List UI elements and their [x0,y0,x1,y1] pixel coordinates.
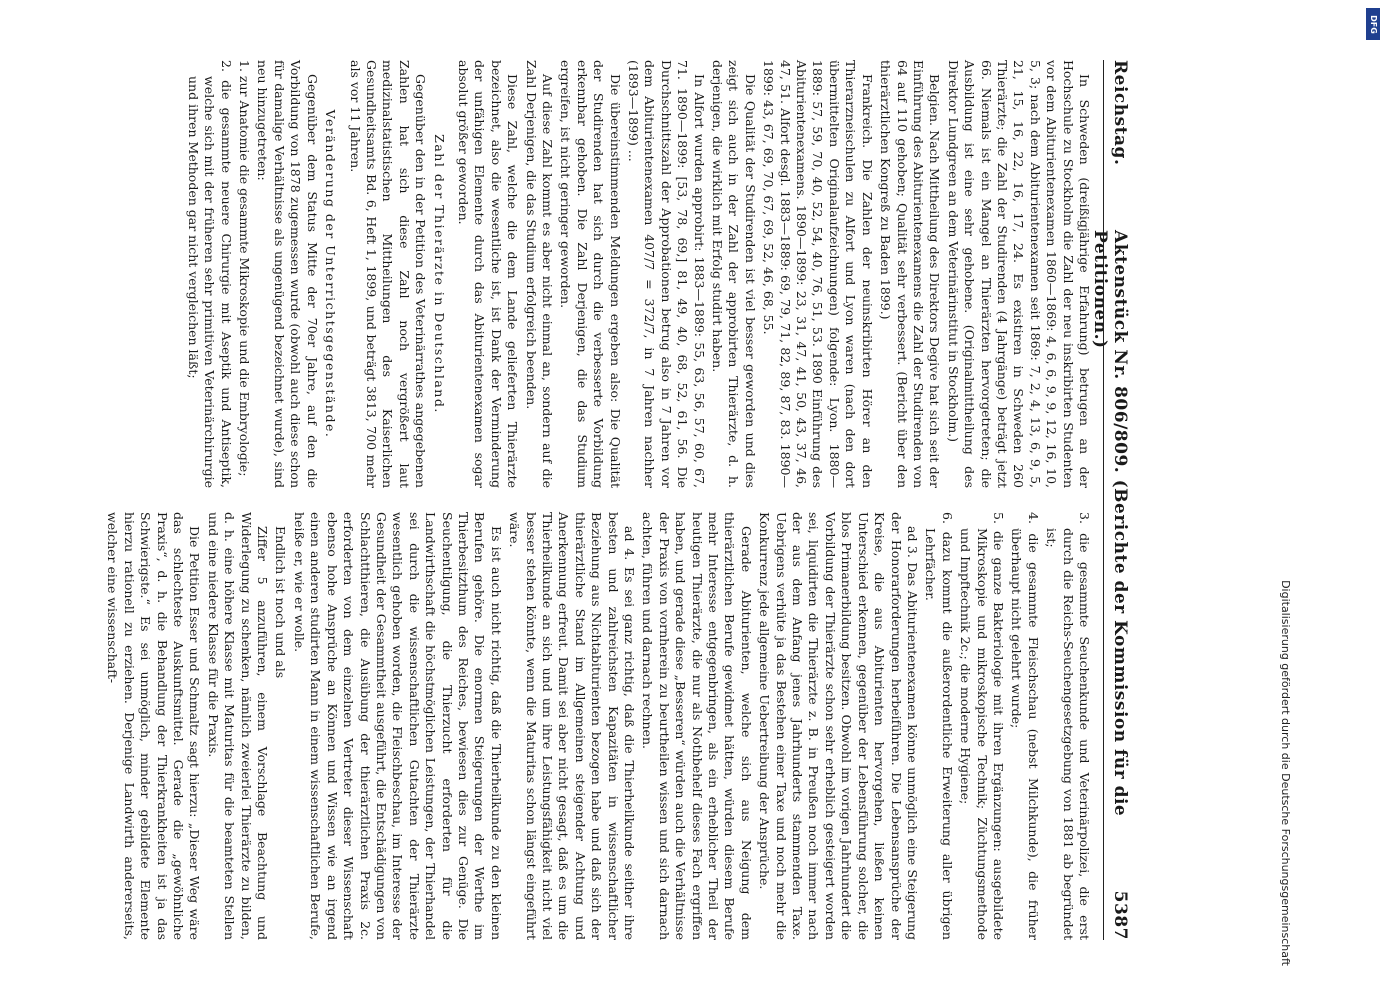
paragraph-endlich: Endlich ist noch und als [273,526,289,679]
paragraph-status-70er: Gegenüber dem Status Mitte der 70er Jahre, auf den die Vorbildung von 1878 zugemessen wurde (obwohl auch diese schon für damalige Verhältnisse als ungenügend bezeichnet wurde), sind neu hinzugetreten: [255,60,320,488]
list-item-seuchenkunde: 3. die gesammte Seuchenkunde und Veterinärpolizei, die erst durch die Reichs-Seuchengesetzgebung von 1881 ab begründet ist; [1044,512,1092,940]
list-item-lehrfaecher: 6. dazu kommt die außerordentliche Erweiterung aller übrigen Lehrfächer. [923,512,955,940]
paragraph-frankreich: Frankreich. Die Zahlen der neuinskribirten Hörer an den Thierarzneischulen zu Alfort und Lyon waren (nach den dort übermittelten Originalaufzeichnungen) folgende: Lyon. 1880—1889: 57, 59, 70, 40, 52, 54, 40, 76, 51, 53. 1890 Einführung des Abiturientenexamens. 1890—1899: 23, 31, 47, 41, 50, 43, 37, 46, 47, 51. Alfort desgl. 1883—1889: 69, 79, 71, 82, 89, 87, 83. 1890—1899: 43, 67, 69, 70, 67, 69, 52, 46, 68, 55. [761,60,875,488]
list-item-bakteriologie: 5. die ganze Bakteriologie mit ihren Ergänzungen: ausgebildete Mikroskopie und mikroskopische Technik; Züchtungsmethode und Impftechnik 2c.; die moderne Hygiene; [958,512,1006,940]
header-reichstag: Reichstag. [1110,60,1130,166]
right-text-column [0,512,1092,940]
paragraph-belgien: Belgien. Nach Mittheilung des Direktors Degive hat sich seit der Einführung des Abiturientenexamens die Zahl der Studirenden von 64 auf 110 gehoben; Qualität sehr verbessert. (Bericht über den thierärztlichen Kongreß zu Baden 1899.) [878,60,943,488]
paragraph-schweden: In Schweden (dreißigjährige Erfahrung) betrugen an der Hochschule zu Stockholm die Zahl der neu inskribirten Studenten vor dem Abiturientenexamen 1860—1869: 4, 6, 6, 9, 9, 12, 16, 10, 5, 3; nach dem Abiturientenexamen seit 1869: 7, 2, 4, 13, 6, 9, 5, 21, 15, 16, 22, 16, 17, 24. Es existiren in Schweden 260 Thierärzte; die Zahl der Studirenden (4 Jahrgänge) beträgt jetzt 66. Niemals ist ein Mangel an Thierärzten hervorgetreten; die Ausbildung ist eine sehr gehobene. (Originalmittheilung des Direktor Lundgreen an dem Veterinärinstitut in Stockholm.) [945,60,1092,488]
paragraph-ziffer-5: Ziffer 5 anzuführen, einem Vorschlage Beachtung und Widerlegung zu schenken, nämlich zweierlei Thierärzte zu bilden, d. h. eine höhere Klasse mit Maturitas für die beamteten Stellen und eine niedere Klasse für die Praxis. [205,512,271,940]
header-rule [1103,60,1104,940]
paragraph-ad-4: ad 4. Es sei ganz richtig, daß die Thierheilkunde seither ihre besten und zahlreichsten Kapazitäten in wissenschaftlicher Beziehung aus Nichtabiturienten bezogen habe und daß sich der thierärztliche Stand im Allgemeinen steigender Achtung und Anerkennung erfreut. Damit sei aber nicht gesagt, daß es um die Thierheilkunde an sich und um ihre Leistungsfähigkeit nicht viel besser stehen könnte, wenn die Maturitas schon längst eingeführt wäre. [507,512,638,940]
digitization-credit: Digitalisierung gefördert durch die Deutsche Forschungsgemeinschaft [1279,580,1292,966]
paragraph-kleine-berufe: Es ist auch nicht richtig, daß die Thierheilkunde zu den kleinen Berufen gehöre. Die enormen Steigerungen der Werthe im Thierbesitzthum des Reiches, bewiesen dies zur Genüge. Die Seuchentilgung, die Thierzucht erforderten für die Landwirthschaft die höchstmöglichen Leistungen, der Thierhandel sei durch die wissenschaftlichen Gutachten der Thierärzte wesentlich gehoben worden, die Fleischbeschau, im Interesse der Gesundheit der Gesammtheit ausgeführt, die Entschädigungen von Schlachtthieren, die Ausübung der thierärztlichen Praxis 2c. erforderten von dem einzelnen Vertreter dieser Wissenschaft ebenso hohe Ansprüche an Können und Wissen wie an irgend einen anderen studirten Mann in einem wissenschaftlichen Berufe, heiße er, wie er wolle. [291,512,504,940]
paragraph-zahl-groesser: Diese Zahl, welche die dem Lande gelieferten Thierärzte bezeichnet, also die wesentliche ist, ist Dank der Verminderung der unfähigen Elemente durch das Abiturientenexamen sogar absolut größer geworden. [455,60,521,488]
section-heading-zahl-thieraerzte: Zahl der Thierärzte in Deutschland. [431,134,447,414]
left-text-column [0,60,1092,488]
paragraph-abiturienten: Gerade Abiturienten, welche sich aus Neigung dem thierärztlichen Berufe gewidmet hätten, würden diesem Berufe mehr Interesse entgegenbringen, als ein erheblicher Theil der heutigen Thierärzte, die nur als Nothbehelf dieses Fach ergriffen haben, und gerade diese „Besseren“ würden auch die Verhältnisse der Praxis von vornherein zu beurtheilen wissen und sich darnach achten, führen und darnach rechnen. [640,512,754,940]
section-heading-unterrichtsgegenstaende: Veränderung der Unterrichtsgegenstände. [323,109,339,439]
paragraph-zahl-beenden: Auf diese Zahl kommt es aber nicht einmal an, sondern auf die Zahl Derjenigen, die das Studium erfolgreich beenden. [523,60,555,488]
rotated-newspaper-page [0,40,1148,960]
page-header [1090,60,1130,940]
page-number: 5387 [1110,890,1130,940]
paragraph-petition-esser: Die Petition Esser und Schmaltz sagt hierzu: „Dieser Weg wäre das schlechteste Auskunftsmittel. Gerade die „gewöhnliche Praxis“, d. h. die Behandlung der Thierkrankheiten ist ja das Schwierigste.“ Es sei unmöglich, minder gebildete Elemente hierzu rationell zu erziehen. Derjenige Landwirth andererseits, welcher eine wissenschaft- [105,512,203,940]
list-item-chirurgie: 2. die gesammte neuere Chirurgie mit Aseptik und Antiseptik, welche sich mit der früheren sehr primitiven Veterinärchirurgie und ihren Methoden gar nicht vergleichen läßt; [185,60,234,488]
list-item-anatomie: 1. zur Anatomie die gesammte Mikroskopie und die Embryologie; [237,60,253,477]
paragraph-alfort-approbirt: In Alfort wurden approbirt: 1883—1889: 55, 63, 56, 57, 60, 67, 71. 1890—1899: [53, 78, 69,] 81, 49, 40, 68, 52, 61, 56. Die Durchschnittszahl der Approbationen betrug also in 7 Jahren vor dem Abiturientenexamen 407/7 = 372/7, in 7 Jahren nachher (1893—1899) ... [626,60,707,488]
paragraph-gesundheitsamt: Gegenüber den in der Petition des Veterinärrathes angegebenen Zahlen hat sich diese Zahl noch vergrößert laut medizinalstatistischen Mittheilungen des Kaiserlichen Gesundheitsamts Bd. 6, Heft 1, 1899, und beträgt 3813, 700 mehr als vor 11 Jahren. [347,60,429,488]
header-document-title: Aktenstück Nr. 806/809. (Berichte der Kommission für die Petitionen.) [1090,230,1130,817]
list-item-fleischschau: 4. die gesammte Fleischschau (nebst Milchkunde), die früher überhaupt nicht gelehrt wurde; [1009,512,1041,940]
paragraph-ad-3: ad 3. Das Abiturientenexamen könne unmöglich eine Steigerung der Honorarforderungen herbeiführen. Die Lebensansprüche der Kreise, die aus Abiturienten hervorgehen, ließen keinen Unterschied erkennen, gegenüber der Lebensführung solcher, die blos Primanerbildung besitzen. Obwohl im vorigen Jahrhundert die Vorbildung der Thierärzte schon sehr erheblich gesteigert worden sei, liquidirten die Thierärzte z. B. in Preußen noch immer nach der aus dem Anfang jenes Jahrhunderts stammenden Taxe. Uebrigens verhüte ja das Bestehen einer Taxe und noch mehr die Konkurrenz jede allgemeine Uebertreibung der Ansprüche. [757,512,920,940]
dfg-logo: DFG [1366,8,1380,40]
paragraph-qualitaet: Die Qualität der Studirenden ist viel besser geworden und dies zeigt sich auch in der Zahl der approbirten Thierärzte, d. h. derjenigen, die wirklich mit Erfolg studirt haben. [710,60,758,488]
paragraph-meldungen: Die übereinstimmenden Meldungen ergeben also: Die Qualität der Studirenden hat sich durch die verbesserte Vorbildung erkennbar gehoben. Die Zahl Derjenigen, die das Studium ergreifen, ist nicht geringer geworden. [558,60,623,488]
